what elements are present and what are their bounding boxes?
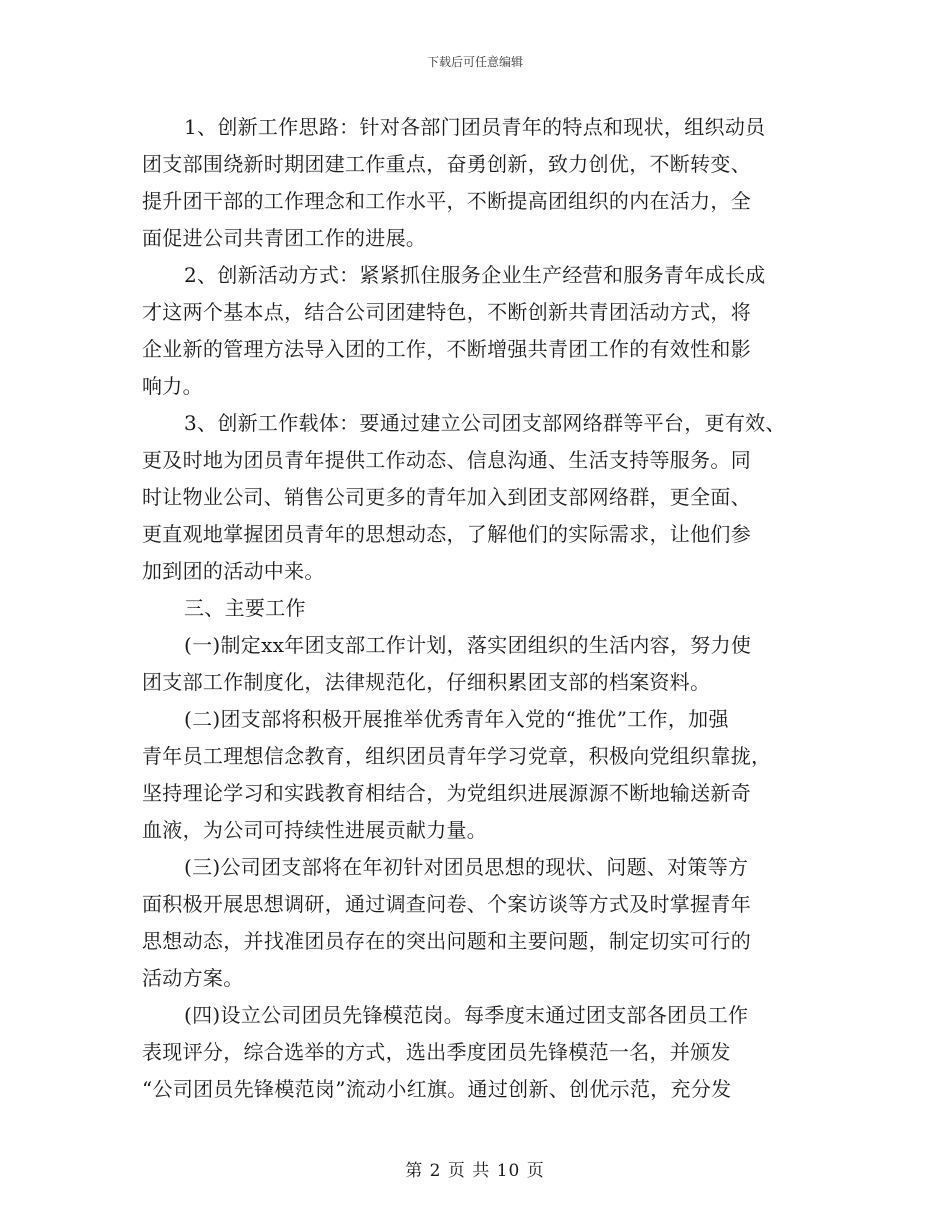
- paragraph-line: 坚持理论学习和实践教育相结合，为党组织进展源源不断地输送新奇: [142, 781, 751, 805]
- paragraph-line: (三)公司团支部将在年初针对团员思想的现状、问题、对策等方: [184, 855, 749, 879]
- paragraph-line: 2、创新活动方式：紧紧抓住服务企业生产经营和服务青年成长成: [184, 263, 766, 287]
- paragraph-line: (二)团支部将积极开展推举优秀青年入党的“推优”工作，加强: [184, 707, 729, 731]
- paragraph-line: 面促进公司共青团工作的进展。: [142, 226, 427, 250]
- paragraph-line: (四)设立公司团员先锋模范岗。每季度末通过团支部各团员工作: [184, 1003, 749, 1027]
- paragraph-line: 表现评分，综合选举的方式，选出季度团员先锋模范一名，并颁发: [142, 1040, 731, 1064]
- page-header: 下载后可任意编辑: [426, 55, 523, 69]
- paragraph-line: (一)制定xx年团支部工作计划，落实团组织的生活内容，努力使: [184, 633, 752, 657]
- paragraph-line: 面积极开展思想调研，通过调查问卷、个案访谈等方式及时掌握青年: [142, 892, 751, 916]
- paragraph-line: 更直观地掌握团员青年的思想动态，了解他们的实际需求，让他们参: [142, 522, 751, 546]
- paragraph-line: 加到团的活动中来。: [142, 559, 325, 583]
- paragraph-line: 活动方案。: [142, 966, 244, 990]
- paragraph-line: 时让物业公司、销售公司更多的青年加入到团支部网络群，更全面、: [142, 485, 751, 509]
- paragraph-line: “公司团员先锋模范岗”流动小红旗。通过创新、创优示范，充分发: [142, 1077, 732, 1101]
- paragraph-line: 提升团干部的工作理念和工作水平，不断提高团组织的内在活力，全: [142, 189, 751, 213]
- section-heading: 三、主要工作: [184, 596, 306, 620]
- paragraph-line: 青年员工理想信念教育，组织团员青年学习党章，积极向党组织靠拢，: [142, 744, 772, 768]
- paragraph-line: 企业新的管理方法导入团的工作，不断增强共青团工作的有效性和影: [142, 337, 751, 361]
- paragraph-line: 团支部围绕新时期团建工作重点，奋勇创新，致力创优，不断转变、: [142, 152, 751, 176]
- page-footer: 第 2 页 共 10 页: [405, 1161, 545, 1181]
- paragraph-line: 思想动态，并找准团员存在的突出问题和主要问题，制定切实可行的: [142, 929, 751, 953]
- body-text: [142, 109, 832, 1108]
- paragraph-line: 才这两个基本点，结合公司团建特色，不断创新共青团活动方式，将: [142, 300, 751, 324]
- paragraph-line: 3、创新工作载体：要通过建立公司团支部网络群等平台，更有效、: [184, 411, 786, 435]
- paragraph-line: 更及时地为团员青年提供工作动态、信息沟通、生活支持等服务。同: [142, 448, 751, 472]
- paragraph-line: 血液，为公司可持续性进展贡献力量。: [142, 818, 488, 842]
- paragraph-line: 响力。: [142, 374, 203, 398]
- paragraph-line: 团支部工作制度化，法律规范化，仔细积累团支部的档案资料。: [142, 670, 711, 694]
- paragraph-line: 1、创新工作思路：针对各部门团员青年的特点和现状，组织动员: [184, 115, 766, 139]
